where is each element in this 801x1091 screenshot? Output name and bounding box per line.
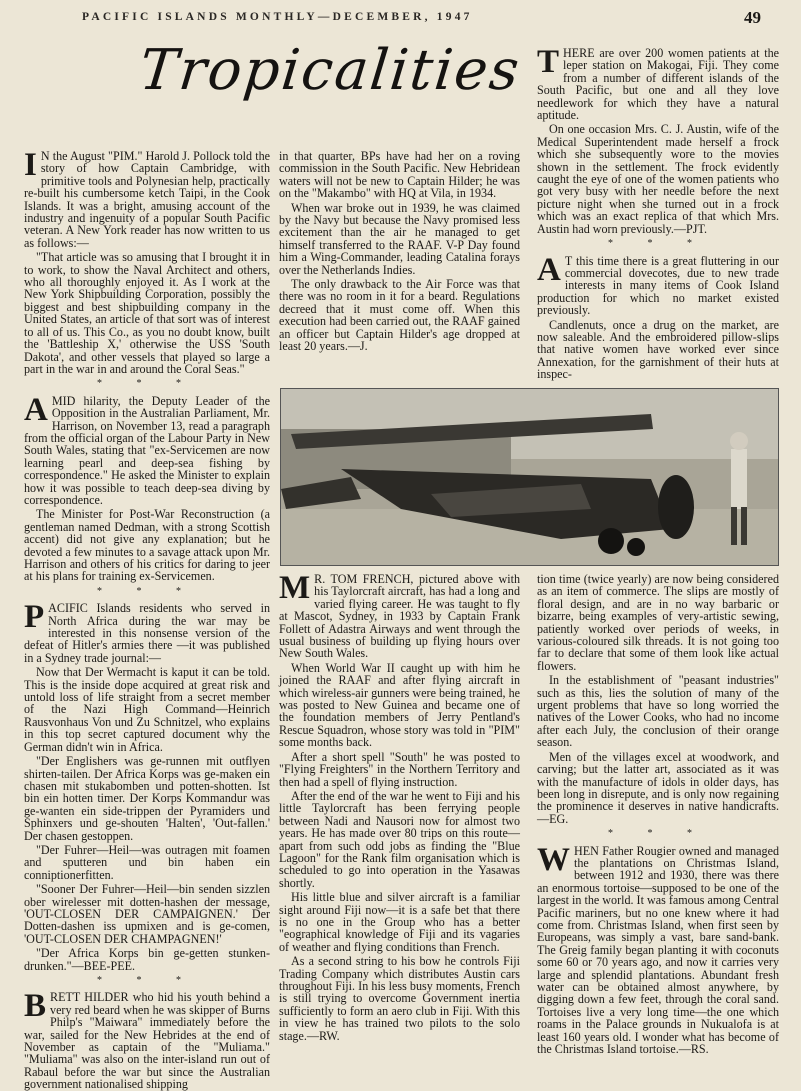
page-title: Tropicalities (136, 38, 524, 103)
article-paragraph: "Der Englishers was ge-runnen mit outflyen shirten-tailen. Der Africa Korps was ge-maken ein chasen mit stukabomben und potten-shotten. Ist bin ein hotten timer. Der Korps Kommandur was ge-wanten ein side-trippen der Pyramiders und Sphinxers und ge-shouten 'Halten', 'Out-fallen.' Der chasen gestoppen. (24, 754, 270, 843)
drop-cap: P (24, 599, 45, 636)
taylorcraft-aircraft-image (281, 389, 778, 565)
section-separator: * * * (608, 828, 708, 840)
article-paragraph: After a short spell "South" he was posted to "Flying Freighters" in the Northern Territory and then had a spell of flying instruction. (279, 749, 520, 789)
article-paragraph: Men of the villages excel at woodwork, and carving; but the latter art, associated as it was with the manufacture of idols in older days, has been long in disrepute, and is only now regaining the prominence it deserves in native handicrafts.—EG. (537, 749, 779, 826)
column-middle-upper (279, 150, 520, 380)
article-hilder-lead: BRETT HILDER who hid his youth behind a very red beard when he was skipper of Burns Philp's "Maiwara" immediately before the war, sailed for the New Hebrides at the end of November as captain of the "Muliama." "Muliama" was also on the inter-island run out of Rabaul before the war but since the Australian government nationalised shipping (24, 988, 270, 1091)
article-cook-islands-lead: A T this time there is a great fluttering in our commercial dovecotes, due to new trade interests in many items of Cook Island production for which no market existed previously. (537, 251, 779, 318)
drop-cap: B (24, 988, 47, 1025)
article-christmas-island-lead: WHEN Father Rougier owned and managed the plantations on Christmas Island, between 1912 and 1930, there was there an enormous tortoise—supposed to be one of the largest in the world. It was famous among Central Pacific mariners, but no one knew where it had come from. Christmas Island, when first seen by Europeans, was simply a vast, bare sand-bank. The Greig family began planting it with coconuts some 60 or 70 years ago, and now it carries very large and splendid plantations. Abundant fresh water can be obtained almost anywhere, by digging down a few feet, through the coral sand. Tortoises live a very long time—the one which roams in the Palace grounds in Nukualofa is at least 160 years old. I wonder what has become of the Christmas Island tortoise.—RS. (537, 841, 779, 1057)
article-paragraph: The Minister for Post-War Reconstruction (a gentleman named Dedman, with a strong Scottish accent) did not give any explanation; but he devoted a few minutes to a savage attack upon Mr. Harrison and others of his critics for daring to jeer at his plans for training ex-Servicemen. (24, 507, 270, 584)
section-separator: * * * (97, 975, 197, 986)
article-french-lead: M R. TOM FRENCH, pictured above with his Taylorcraft aircraft, has had a long and varied flying career. He was taught to fly at Mascot, Sydney, in 1933 by Captain Frank Follett of Adastra Airways and went through the usual business of building up flying hours over New South Wales. (279, 570, 520, 661)
article-paragraph: tion time (twice yearly) are now being considered as an item of commerce. The slips are mostly of floral design, and are in no way barbaric or bizarre, being examples of very-artistic sewing, patiently worked over periods of weeks, in various-coloured silk threads. It is not going too far to declare that some of them look like actual flowers. (537, 572, 779, 673)
article-paragraph: As a second string to his bow he controls Fiji Trading Company which distributes Austin cars throughout Fiji. In his less busy moments, French is still trying to overcome Government inertia sufficiently to form an aero club in Fiji. With this in view he has trained two pilots to the solo stage.—RW. (279, 954, 520, 1043)
running-head: PACIFIC ISLANDS MONTHLY—DECEMBER, 1947 (82, 11, 473, 23)
article-paragraph: "Sooner Der Fuhrer—Heil—bin senden sizzlen ober wirelesser mit dotten-hashen der message, 'OUT-CLOSEN DER CAMPAIGNEN.' Der Dotten-dashen iss upmixen and is ge-comen, 'OUT-CLOSEN DER CHAMPAGNEN!' (24, 882, 270, 946)
article-paragraph: His little blue and silver aircraft is a familiar sight around Fiji now—it is a safe bet that there is no one in the Group who has a better "eographical knowledge of Fiji and its vagaries of weather and flying conditions than French. (279, 890, 520, 954)
article-paragraph: On one occasion Mrs. C. J. Austin, wife of the Medical Superintendent made herself a frock which she subsequently wore to the movies shown in the settlement. The frock evidently caught the eye of one of the women patients who got very busy with her needle before the next picture night when she turned out in a frock which was an exact replica of that which Mrs. Austin had worn previously.—PJT. (537, 122, 779, 236)
column-middle-lower (279, 570, 520, 1055)
article-paragraph: "Der Fuhrer—Heil—was outragen mit foamen and sputteren und bin haben ein conniptionerfitten. (24, 842, 270, 882)
column-right-lower (537, 573, 779, 1055)
article-paragraph: "That article was so amusing that I brought it in to work, to show the Naval Architect and others, who all thoroughly enjoyed it. As I work at the New York Shipbuilding Corporation, possibly the biggest and best shipbuilding company in the United States, an article of that sort was of interest to all of us. This Co., as you no doubt know, built the 'Battleship X,' otherwise the USS 'South Dakota', and other vessels that played so large a part in the war in and around the Coral Seas." (24, 250, 270, 376)
section-separator: * * * (97, 585, 197, 597)
article-paragraph: When World War II caught up with him he joined the RAAF and after flying aircraft in which wireless-air gunners were being trained, he was posted to New Guinea and became one of the foundation members of Jerry Pentland's Rescue Squadron, whose story was told in "PIM" some months back. (279, 660, 520, 750)
article-paragraph: In the establishment of "peasant industries" such as this, lies the solution of many of the urgent problems that have so long worried the natives of the Lower Cooks, who had no income after each July, the conclusion of their orange season. (537, 673, 779, 750)
article-harrison-lead: AMID hilarity, the Deputy Leader of the Opposition in the Australian Parliament, Mr. Harrison, on November 13, read a paragraph from the official organ of the Labour Party in New South Wales, stating that "ex-Servicemen are now learning pearl and deep-sea fishing by correspondence." He asked the Minister to explain how it was possible to teach deep-sea diving by correspondence. (24, 391, 270, 507)
article-paragraph: After the end of the war he went to Fiji and his little Taylorcraft has been ferrying people between Nadi and Nausori now for almost two years. He has made over 80 trips on this route—apart from such odd jobs as finding the "Blue Lagoon" for the Rank film organisation which is scheduled to go into operation in the Yasawas shortly. (279, 788, 520, 890)
article-paragraph: Now that Der Wermacht is kaput it can be told. This is the inside dope acquired at great risk and untold loss of life straight from a secret member of the Nazi High Command—Heinrich Rausvonhaus Von und Zu Schnitzel, who explains in this top secret captured document why the German didn't win in Africa. (24, 665, 270, 754)
article-africa-lead: PACIFIC Islands residents who served in North Africa during the war may be interested in this nonsense version of the defeat of Hitler's armies there —it was published in a Sydney trade journal:— (24, 599, 270, 665)
column-right-upper (537, 44, 779, 382)
article-makogai-lead: THERE are over 200 women patients at the leper station on Makogai, Fiji. They come from a number of different islands of the South Pacific, but one and all they love needlework for which they have a natural aptitude. (537, 44, 779, 123)
article-paragraph: When war broke out in 1939, he was claimed by the Navy but because the Navy promised less excitement than the air he managed to get himself transferred to the RAAF. V-P Day found him a Wing-Commander, leading Catalina forays over the Netherlands Indies. (279, 200, 520, 277)
aircraft-photo (280, 388, 779, 566)
drop-cap: W (537, 841, 570, 878)
drop-cap: A (24, 391, 48, 428)
section-separator: * * * (97, 378, 197, 390)
article-paragraph: The only drawback to the Air Force was that there was no room in it for a beard. Regulations decreed that it must come off. When this execution had been carried out, the RAAF gained an officer but Captain Hilder's age dropped at least 20 years.—J. (279, 277, 520, 354)
drop-cap: I (24, 147, 37, 183)
section-separator: * * * (608, 238, 708, 250)
article-paragraph: in that quarter, BPs have had her on a roving commission in the South Pacific. New Hebridean waters will not be new to Captain Hilder; he was on the "Makambo" with HQ at Vila, in 1934. (279, 149, 520, 201)
article-pollock-lead: I N the August "PIM." Harold J. Pollock told the story of how Captain Cambridge, with primitive tools and Polynesian help, practically re-built his cumbersome ketch Taipi, in the Cook Islands. It was a bright, amusing account of the industry and ingenuity of a popular South Pacific veteran. A New York reader has now written to us as follows:— (24, 147, 270, 250)
drop-cap: A (537, 251, 561, 288)
drop-cap: T (537, 44, 560, 80)
drop-cap: M (279, 570, 311, 606)
page-number: 49 (744, 8, 761, 27)
article-paragraph: "Der Africa Korps bin ge-getten stunken-drunken."—BEE-PEE. (24, 946, 270, 973)
article-paragraph: Candlenuts, once a drug on the market, are now saleable. And the embroidered pillow-slips that native women have worked ever since Annexation, for the garnishment of their huts at inspec- (537, 317, 779, 382)
column-left (24, 147, 270, 1091)
